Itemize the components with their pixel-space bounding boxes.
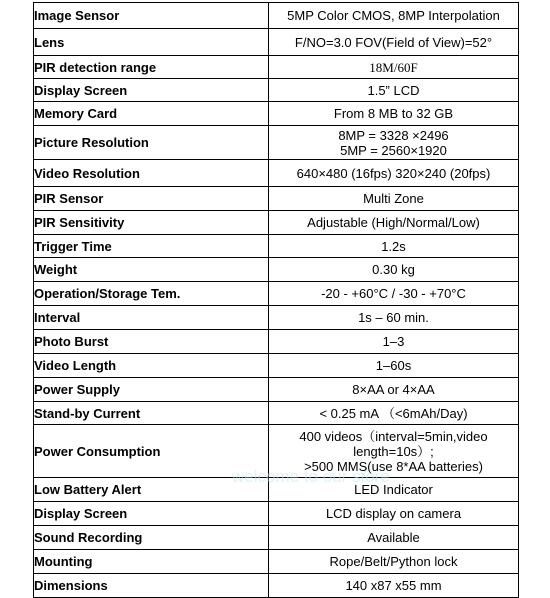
spec-label: Lens — [34, 29, 269, 56]
specifications-table — [33, 2, 519, 598]
spec-row — [34, 550, 519, 574]
spec-row — [34, 258, 519, 282]
spec-value-line: 640×480 (16fps) 320×240 (20fps) — [296, 165, 491, 181]
spec-value — [269, 211, 519, 235]
spec-value-line: Multi Zone — [363, 191, 424, 206]
spec-label: Picture Resolution — [34, 126, 269, 160]
spec-row — [34, 3, 519, 29]
spec-value-line: 5MP Color CMOS, 8MP Interpolation — [287, 8, 500, 23]
spec-value-line: Adjustable (High/Normal/Low) — [307, 215, 480, 230]
spec-value — [269, 56, 519, 79]
spec-value-line: >500 MMS(use 8*AA batteries) — [304, 458, 483, 474]
spec-value — [269, 330, 519, 354]
spec-row — [34, 29, 519, 56]
spec-value-line: 18M/60F — [369, 59, 418, 75]
spec-label: Memory Card — [34, 102, 269, 126]
specifications-rows — [34, 3, 519, 598]
spec-value — [269, 187, 519, 211]
spec-value — [269, 102, 519, 126]
spec-label: Trigger Time — [34, 235, 269, 258]
spec-label: Power Supply — [34, 378, 269, 402]
spec-value-line: < 0.25 mA （<6mAh/Day) — [319, 405, 468, 421]
spec-label: Mounting — [34, 550, 269, 574]
spec-value-line: length=10s）; — [353, 443, 434, 459]
spec-value — [269, 502, 519, 526]
spec-value — [269, 354, 519, 378]
spec-label: Video Resolution — [34, 160, 269, 187]
spec-row — [34, 187, 519, 211]
spec-row — [34, 102, 519, 126]
spec-value — [269, 235, 519, 258]
spec-row — [34, 526, 519, 550]
spec-value-line: 1s – 60 min. — [358, 310, 429, 325]
spec-value-line: Rope/Belt/Python lock — [329, 554, 458, 569]
spec-label: Display Screen — [34, 502, 269, 526]
spec-row — [34, 378, 519, 402]
spec-value — [269, 79, 519, 102]
spec-value — [269, 306, 519, 330]
spec-label: Weight — [34, 258, 269, 282]
spec-row — [34, 306, 519, 330]
spec-value-line: 400 videos（interval=5min,video — [299, 428, 488, 444]
spec-value — [269, 258, 519, 282]
spec-row — [34, 502, 519, 526]
spec-row — [34, 56, 519, 79]
spec-row — [34, 282, 519, 306]
spec-label: Display Screen — [34, 79, 269, 102]
spec-label: Interval — [34, 306, 269, 330]
spec-label: PIR detection range — [34, 56, 269, 79]
spec-label: Low Battery Alert — [34, 478, 269, 502]
spec-label: Power Consumption — [34, 425, 269, 478]
spec-value-line: F/NO=3.0 FOV(Field of View)=52° — [294, 34, 493, 50]
spec-row — [34, 126, 519, 160]
store-watermark: welcome to our store — [232, 467, 390, 486]
spec-label: PIR Sensitivity — [34, 211, 269, 235]
spec-label: Operation/Storage Tem. — [34, 282, 269, 306]
spec-label: Image Sensor — [34, 3, 269, 29]
spec-label: Sound Recording — [34, 526, 269, 550]
spec-value — [269, 526, 519, 550]
spec-label: PIR Sensor — [34, 187, 269, 211]
spec-value-line: 140 x87 x55 mm — [345, 578, 442, 593]
spec-row — [34, 354, 519, 378]
spec-value-line: LCD display on camera — [325, 506, 462, 521]
spec-value — [269, 378, 519, 402]
spec-row — [34, 478, 519, 502]
spec-row — [34, 79, 519, 102]
spec-value — [269, 3, 519, 29]
spec-row — [34, 330, 519, 354]
spec-label: Photo Burst — [34, 330, 269, 354]
spec-label: Dimensions — [34, 574, 269, 598]
spec-value — [269, 550, 519, 574]
spec-value-line: 1.5” LCD — [367, 82, 420, 98]
spec-value-line: 8×AA or 4×AA — [352, 382, 435, 397]
spec-row — [34, 235, 519, 258]
spec-row — [34, 425, 519, 478]
spec-value-line: Available — [367, 530, 420, 545]
spec-value-line: 8MP = 3328 ×2496 — [338, 127, 449, 143]
spec-row — [34, 574, 519, 598]
spec-value-line: 1–3 — [382, 334, 405, 349]
spec-value-line: 1.2s — [381, 238, 406, 254]
spec-value-line: 5MP = 2560×1920 — [340, 142, 447, 158]
spec-row — [34, 160, 519, 187]
spec-value-line: LED Indicator — [354, 482, 433, 497]
spec-value — [269, 160, 519, 187]
spec-label: Stand-by Current — [34, 402, 269, 425]
spec-value — [269, 126, 519, 160]
spec-value — [269, 478, 519, 502]
spec-value-line: -20 - +60°C / -30 - +70°C — [321, 286, 466, 301]
spec-row — [34, 402, 519, 425]
spec-value — [269, 282, 519, 306]
spec-value-line: From 8 MB to 32 GB — [333, 106, 454, 121]
spec-value — [269, 574, 519, 598]
spec-value — [269, 425, 519, 478]
spec-row — [34, 211, 519, 235]
spec-sheet — [33, 2, 519, 598]
spec-value — [269, 402, 519, 425]
spec-value-line: 1–60s — [375, 358, 412, 373]
spec-label: Video Length — [34, 354, 269, 378]
spec-value-line: 0.30 kg — [372, 262, 415, 277]
spec-value — [269, 29, 519, 56]
